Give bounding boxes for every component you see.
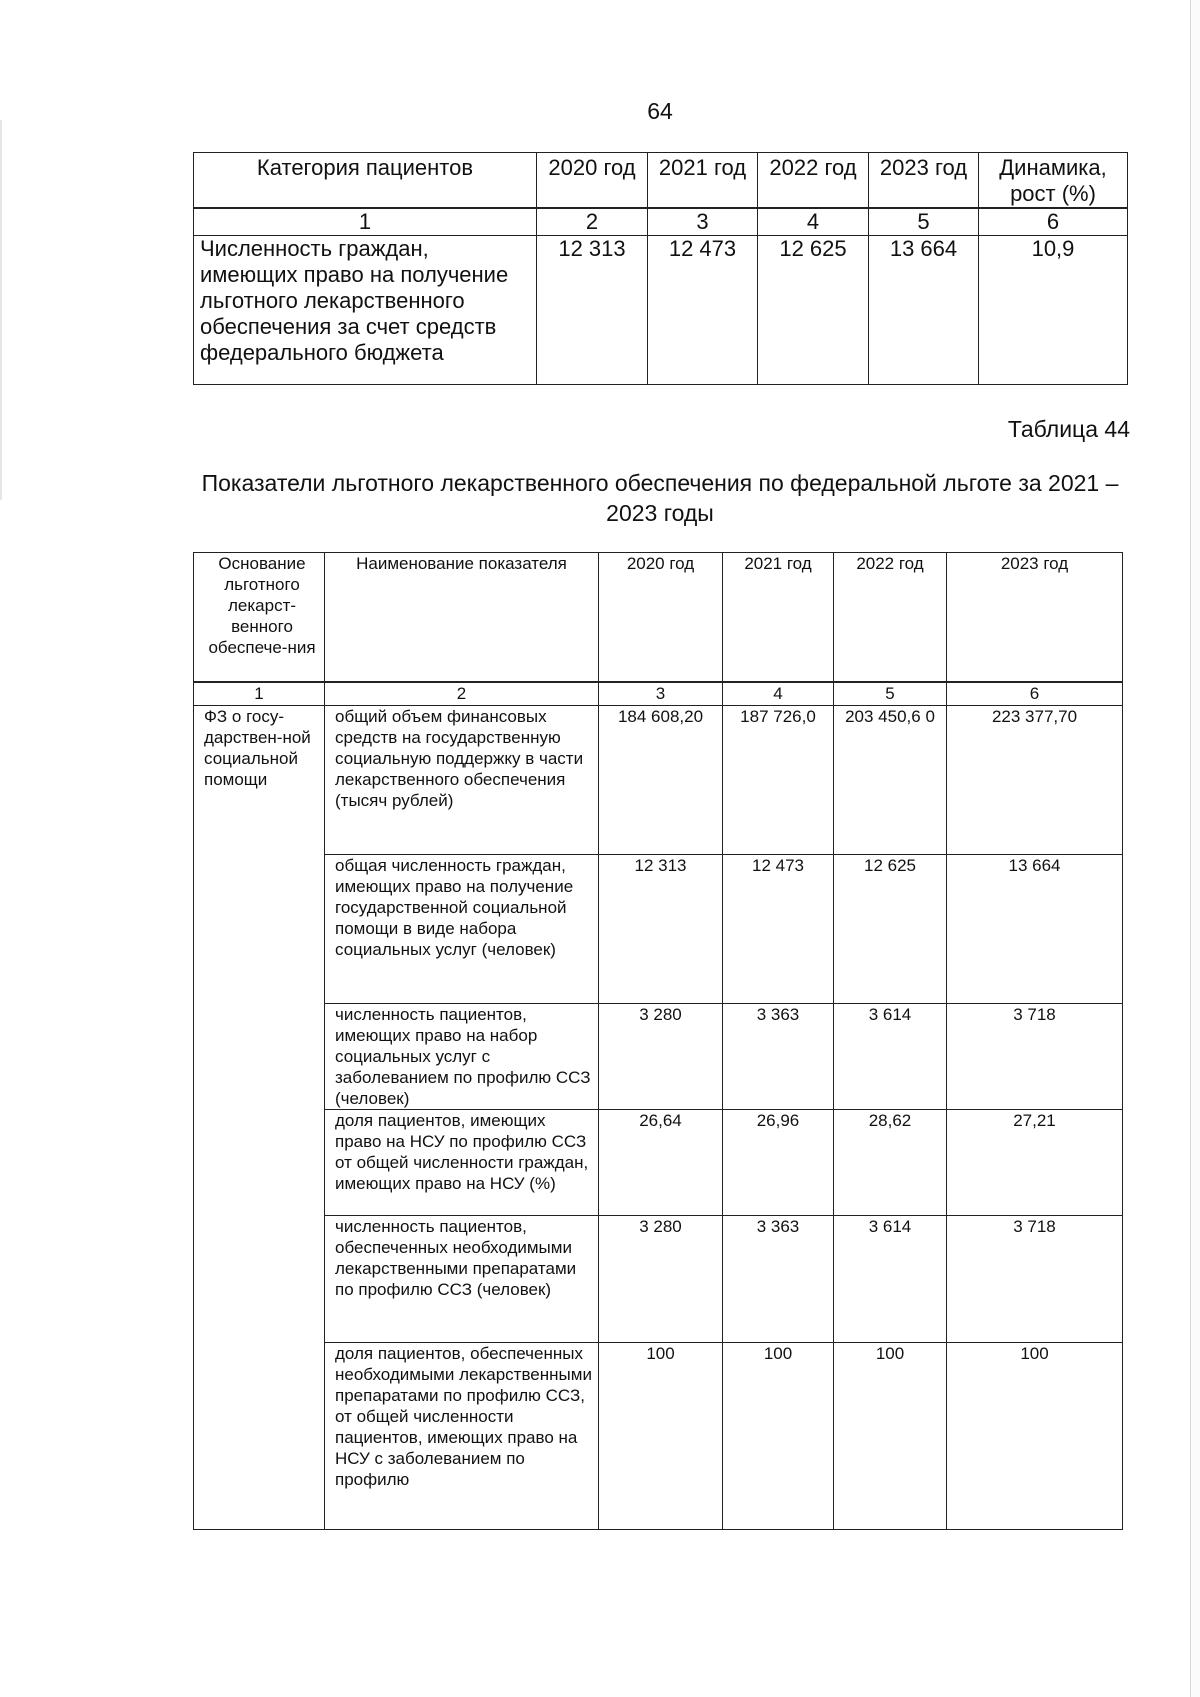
indicator-cell: численность пациентов, имеющих право на набор социальных услуг с заболеванием по профилю ССЗ (человек) [325,1004,599,1110]
indicator-cell: общая численность граждан, имеющих право на получение государственной социальной помощи в виде набора социальных услуг (человек) [325,855,599,1004]
value-cell: 12 625 [758,236,869,385]
table-row [194,1216,1123,1343]
value-cell: 12 625 [834,855,947,1004]
value-cell: 3 614 [834,1004,947,1110]
value-cell: 12 313 [537,236,648,385]
column-number: 5 [834,682,947,706]
scan-edge-right [1190,0,1200,1697]
value-cell: 3 614 [834,1216,947,1343]
column-number: 1 [194,208,537,236]
value-cell: 3 280 [599,1004,723,1110]
value-cell: 12 473 [648,236,758,385]
header-cell: 2021 год [723,553,834,683]
header-cell: 2023 год [947,553,1123,683]
column-number: 2 [325,682,599,706]
header-cell: 2021 год [648,153,758,209]
value-cell: 3 718 [947,1004,1123,1110]
column-number: 6 [979,208,1128,236]
table-row [194,706,1123,855]
column-number: 2 [537,208,648,236]
table-caption: Показатели льготного лекарственного обеспечения по федеральной льготе за 2021 – 2023 годы [201,470,1119,526]
indicator-cell: численность пациентов, обеспеченных необходимыми лекарственными препаратами по профилю ССЗ (человек) [325,1216,599,1343]
column-number-row [194,682,1123,706]
value-cell: 13 664 [869,236,979,385]
header-cell: 2022 год [758,153,869,209]
indicator-cell: доля пациентов, имеющих право на НСУ по профилю ССЗ от общей численности граждан, имеющих право на НСУ (%) [325,1110,599,1216]
value-cell: 100 [599,1343,723,1530]
header-cell: Основание льготного лекарст-венного обеспече-ния [194,553,325,683]
value-cell: 26,64 [599,1110,723,1216]
value-cell: 3 280 [599,1216,723,1343]
table-label: Таблица 44 [1007,416,1130,442]
column-number: 3 [648,208,758,236]
header-cell: 2020 год [599,553,723,683]
header-cell: Наименование показателя [325,553,599,683]
basis-cell: ФЗ о госу-дарствен-ной социальной помощи [194,706,325,1530]
growth-cell: 10,9 [979,236,1128,385]
table-row [194,1343,1123,1530]
header-cell: Категория пациентов [194,153,537,209]
patient-category-table [193,152,1128,385]
table-header-row [194,553,1123,683]
value-cell: 3 363 [723,1216,834,1343]
column-number: 4 [758,208,869,236]
table-row [194,1004,1123,1110]
header-cell: 2023 год [869,153,979,209]
value-cell: 12 473 [723,855,834,1004]
value-cell: 187 726,0 [723,706,834,855]
header-cell: 2020 год [537,153,648,209]
value-cell: 13 664 [947,855,1123,1004]
value-cell: 12 313 [599,855,723,1004]
value-cell: 100 [723,1343,834,1530]
column-number: 5 [869,208,979,236]
column-number-row [194,208,1128,236]
column-number: 6 [947,682,1123,706]
column-number: 4 [723,682,834,706]
value-cell: 28,62 [834,1110,947,1216]
indicator-cell: доля пациентов, обеспеченных необходимыми лекарственными препаратами по профилю ССЗ, от общей численности пациентов, имеющих право на НСУ с заболеванием по профилю [325,1343,599,1530]
value-cell: 26,96 [723,1110,834,1216]
column-number: 1 [194,682,325,706]
header-cell: Динамика, рост (%) [979,153,1128,209]
value-cell: 223 377,70 [947,706,1123,855]
table-header-row [194,153,1128,209]
value-cell: 100 [947,1343,1123,1530]
table-row [194,1110,1123,1216]
value-cell: 184 608,20 [599,706,723,855]
column-number: 3 [599,682,723,706]
indicator-cell: общий объем финансовых средств на государственную социальную поддержку в части лекарственного обеспечения (тысяч рублей) [325,706,599,855]
page-number: 64 [647,98,673,124]
value-cell: 3 363 [723,1004,834,1110]
category-cell: Численность граждан, имеющих право на получение льготного лекарственного обеспечения за счет средств федерального бюджета [194,236,537,385]
value-cell: 203 450,6 0 [834,706,947,855]
table-row [194,855,1123,1004]
header-cell: 2022 год [834,553,947,683]
value-cell: 3 718 [947,1216,1123,1343]
value-cell: 27,21 [947,1110,1123,1216]
table-row [194,236,1128,385]
federal-benefit-indicators-table [193,552,1123,1530]
scan-edge-left [0,120,2,500]
value-cell: 100 [834,1343,947,1530]
